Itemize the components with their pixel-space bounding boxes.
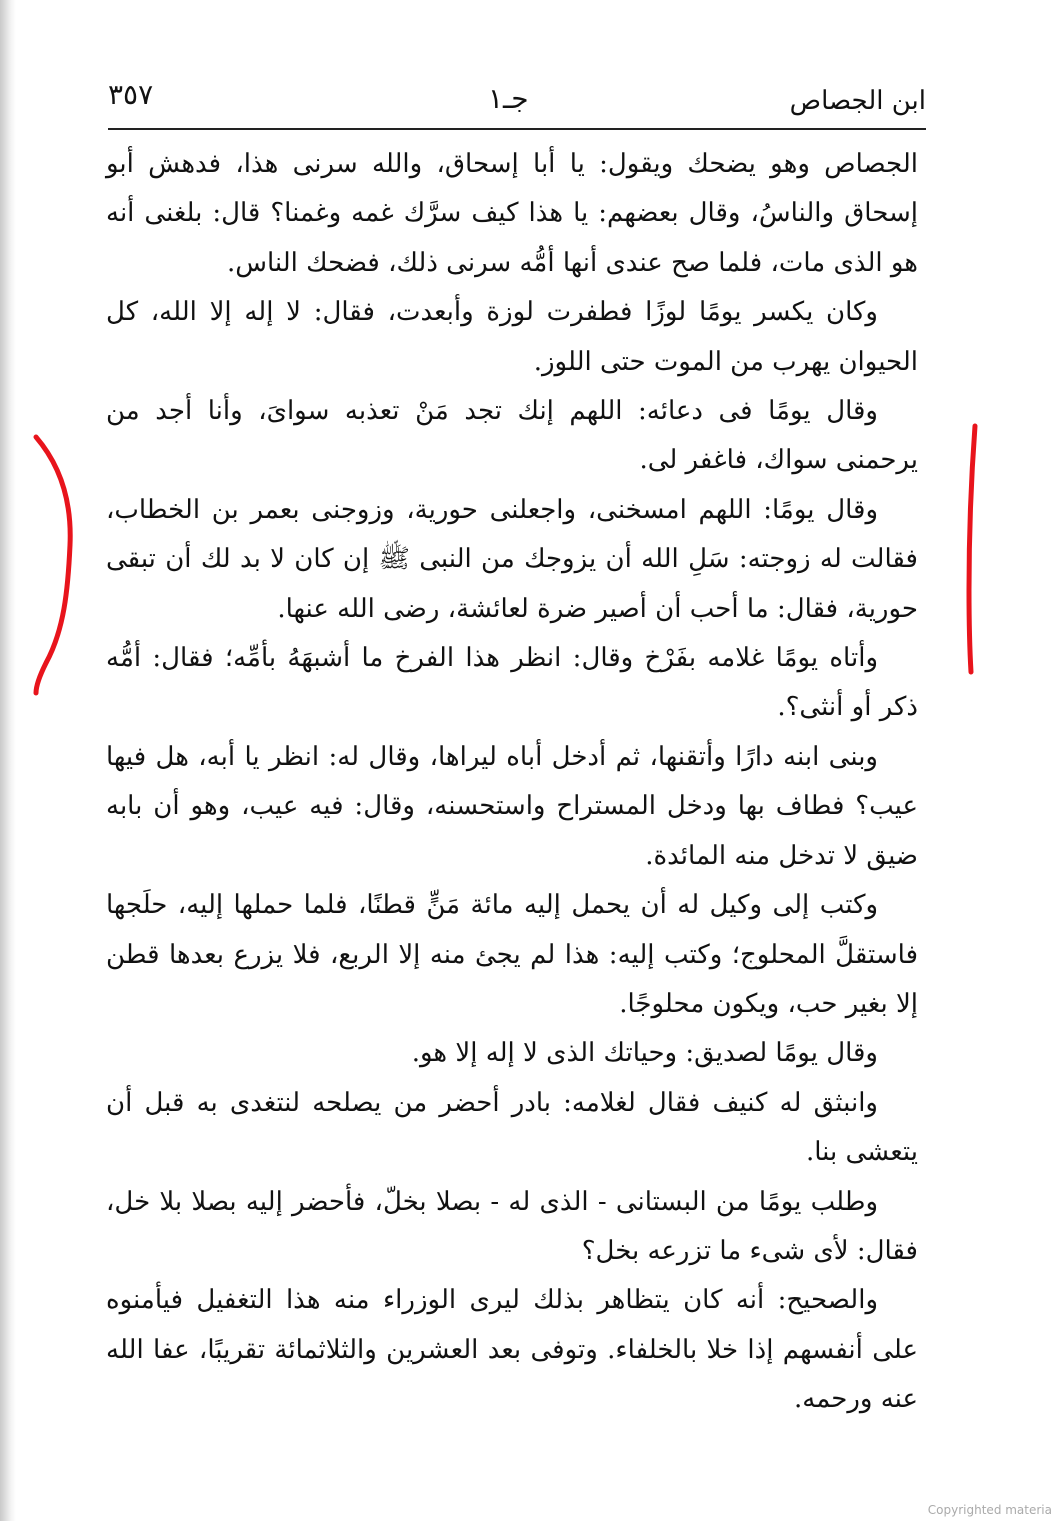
paragraph: وكتب إلى وكيل له أن يحمل إليه مائة مَنٍّ قطنًا، فلما حملها إليه، حلَجها فاستقلَّ المحلوج؛ وكتب إليه: هذا لم يجئ منه إلا الربع، فلا يزرع بعدها قطن إلا بغير حب، ويكون محلوجًا. (106, 890, 918, 1019)
page-header (108, 78, 926, 130)
paragraph: والصحيح: أنه كان يتظاهر بذلك ليرى الوزراء منه هذا التغفيل فيأمنوه على أنفسهم إذا خلا بالخلفاء. وتوفى بعد العشرين والثلاثمائة تقريبًا، عفا الله عنه ورحمه. (106, 1285, 918, 1415)
paragraph: وطلب يومًا من البستانى - الذى له - بصلا بخلّ، فأحضر إليه بصلا بلا خل، فقال: لأى شىء ما تزرعه بخل؟ (106, 1186, 918, 1266)
header-rule (108, 128, 926, 130)
paragraph: وكان يكسر يومًا لوزًا فطفرت لوزة وأبعدت، فقال: لا إله إلا الله، كل الحيوان يهرب من الموت حتى اللوز. (106, 297, 918, 377)
body-text (106, 140, 918, 1425)
paragraph: وانبثق له كنيف فقال لغلامه: بادر أحضر من يصلحه لنتغدى به قبل أن يتعشى بنا. (106, 1087, 918, 1168)
paragraph: وقال يومًا فى دعائه: اللهم إنك تجد مَنْ تعذبه سوایَ، وأنا أجد من يرحمنى سواك، فاغفر لى. (106, 396, 918, 476)
page-edge-shadow (0, 0, 16, 1521)
paragraph: وأتاه يومًا غلامه بفَرْخ وقال: انظر هذا الفرخ ما أشبهَهُ بأمِّه؛ فقال: أمُّه ذكر أو أنثى؟. (106, 643, 918, 723)
page-number: ٣٥٧ (108, 78, 154, 111)
red-bracket-right-mark (955, 420, 985, 680)
running-title: ابن الجصاص (789, 86, 926, 116)
volume-marker: جـ١ (488, 82, 529, 115)
red-bracket-left-mark (20, 425, 80, 700)
paragraph: وبنى ابنه دارًا وأتقنها، ثم أدخل أباه ليراها، وقال له: انظر يا أبه، هل فيها عيب؟ فطاف بها ودخل المستراح واستحسنه، وقال: فيه عيب، وهو أن بابه ضيق لا تدخل منه المائدة. (106, 741, 918, 871)
copyright-watermark: Copyrighted materia (927, 1503, 1052, 1517)
paragraph-continuation: الجصاص وهو يضحك ويقول: يا أبا إسحاق، والله سرنى هذا، فدهش أبو إسحاق والناسُ، وقال بعضهم: يا هذا كيف سرَّك غمه وغمنا؟ قال: بلغنى أنه هو الذى مات، فلما صح عندى أنها أمُّه سرنى ذلك، فضحك الناس. (106, 149, 918, 278)
paragraph: وقال يومًا: اللهم امسخنى، واجعلنى حورية، وزوجنى بعمر بن الخطاب، فقالت له زوجته: سَلِ الله أن يزوجك من النبى ﷺ إن كان لا بد لك أن تبقى حورية، فقال: ما أحب أن أصير ضرة لعائشة، رضى الله عنها. (106, 494, 918, 624)
paragraph: وقال يومًا لصديق: وحياتك الذى لا إله إلا هو. (411, 1038, 878, 1069)
